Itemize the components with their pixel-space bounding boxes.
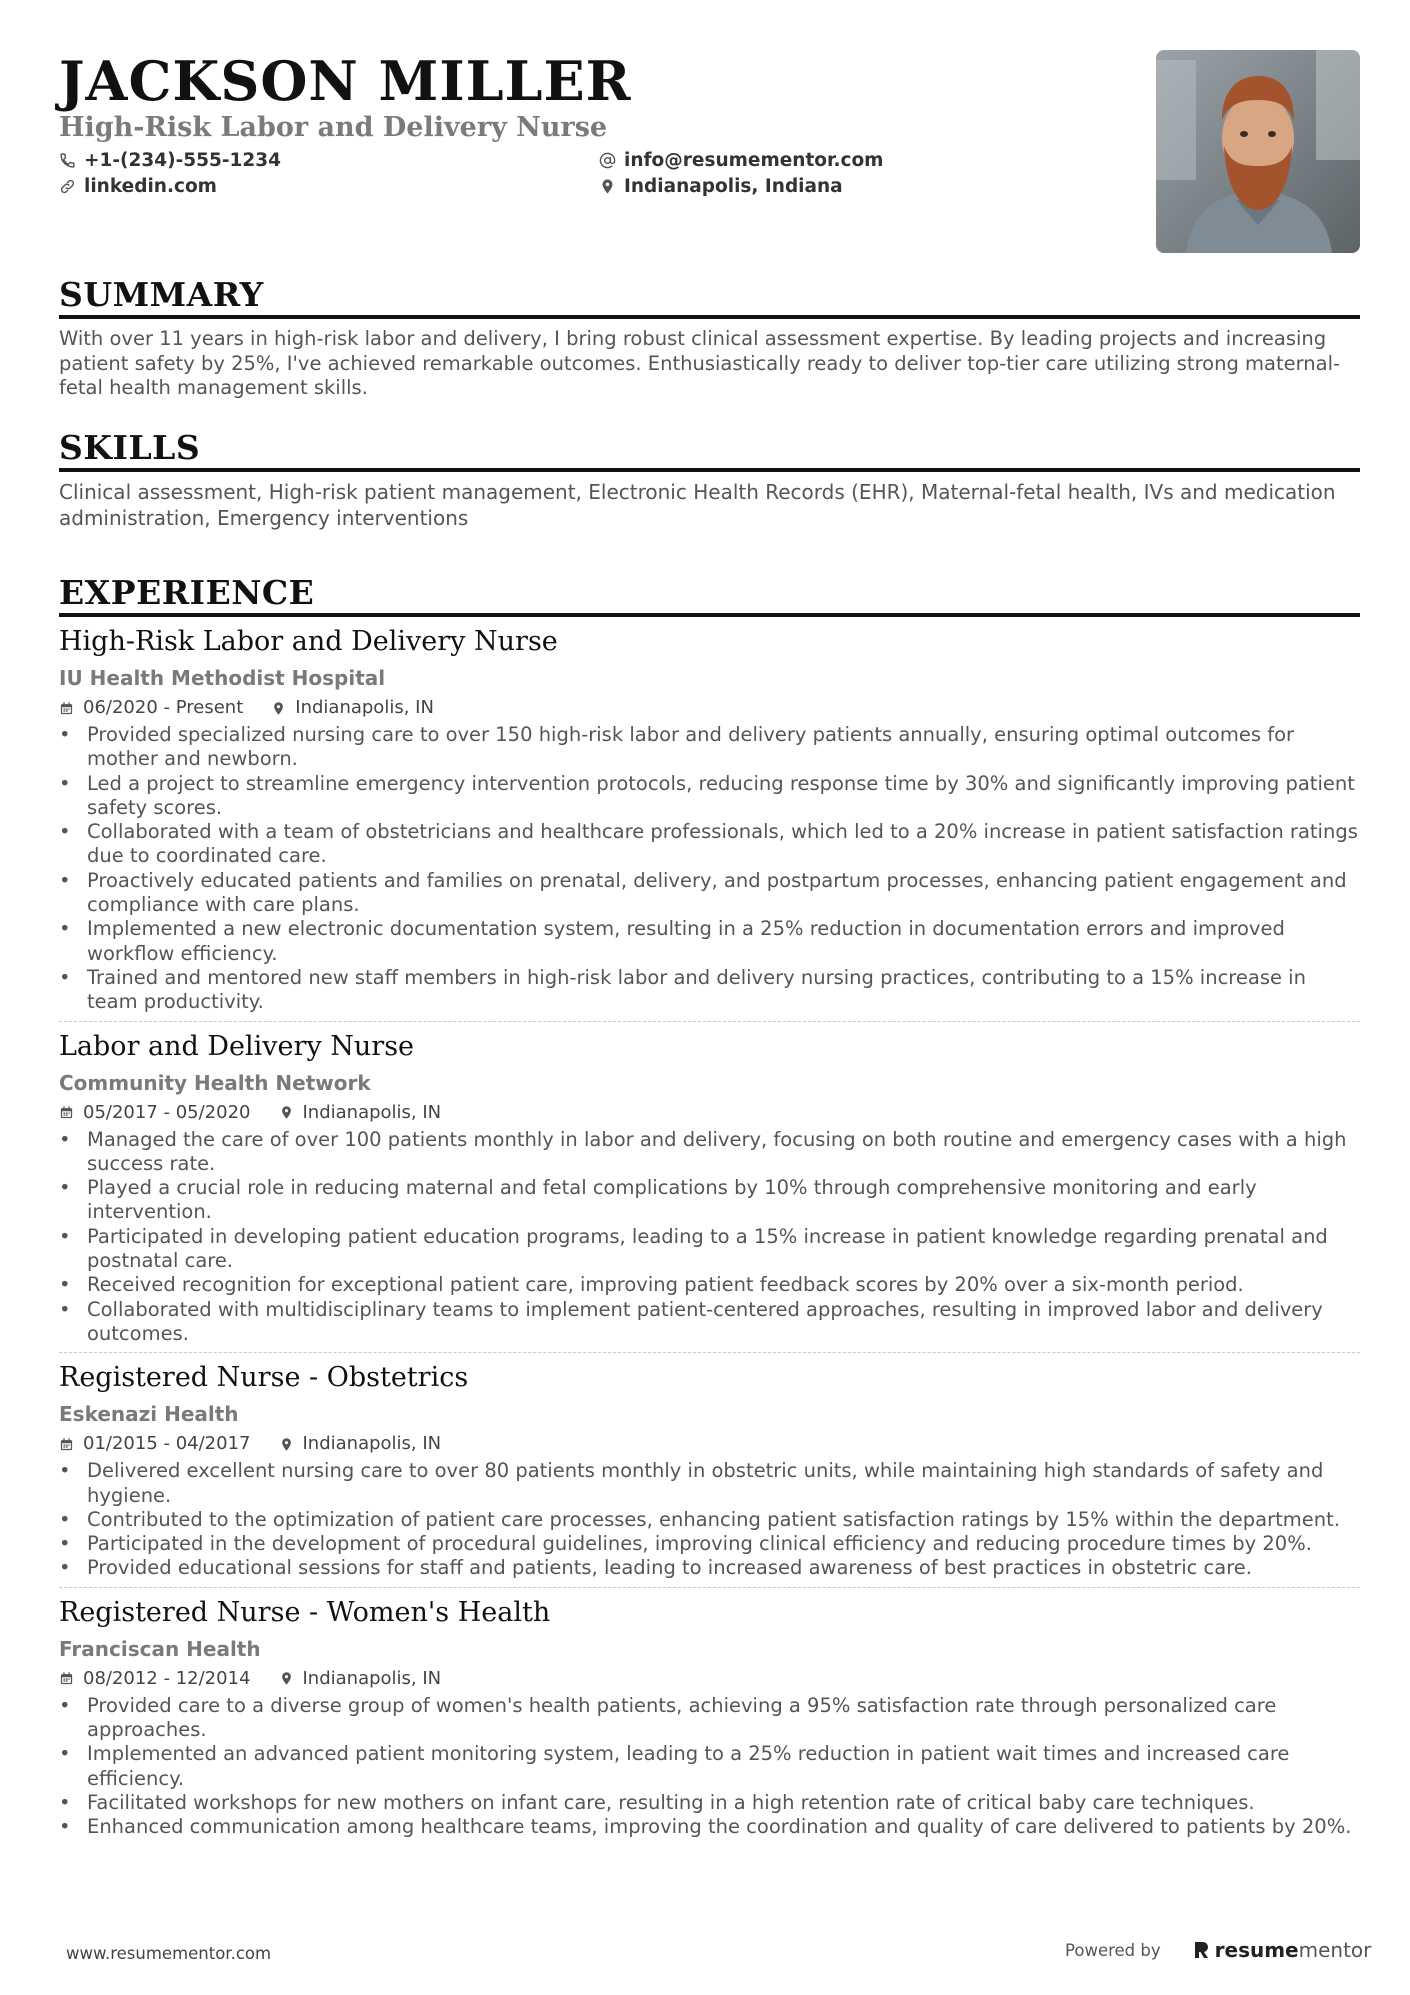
calendar-icon [59, 1671, 74, 1686]
list-item: • Implemented an advanced patient monitoring system, leading to a 25% reduction in patient wait times and increased care efficiency. [59, 1742, 1360, 1791]
job-location [279, 1666, 442, 1692]
job-entry [59, 1596, 1360, 1840]
job-location [271, 695, 434, 721]
list-item: • Played a crucial role in reducing maternal and fetal complications by 10% through comprehensive monitoring and early intervention. [59, 1176, 1360, 1225]
list-item: • Provided specialized nursing care to over 150 high-risk labor and delivery patients annually, ensuring optimal outcomes for mother and newborn. [59, 723, 1360, 772]
skills-text: Clinical assessment, High-risk patient management, Electronic Health Records (EHR), Maternal-fetal health, IVs and medication administration, Emergency interventions [59, 480, 1336, 530]
list-item: • Collaborated with multidisciplinary teams to implement patient-centered approaches, resulting in improved labor and delivery outcomes. [59, 1298, 1360, 1347]
location-pin-icon [279, 1437, 294, 1452]
list-item: • Received recognition for exceptional patient care, improving patient feedback scores by 20% over a six-month period. [59, 1273, 1360, 1297]
company-name: IU Health Methodist Hospital [59, 666, 386, 690]
job-location-text: Indianapolis, IN [302, 1433, 442, 1455]
job-bullets [59, 1694, 1360, 1840]
company-name: Franciscan Health [59, 1636, 261, 1661]
list-item: • Led a project to streamline emergency intervention protocols, reducing response time by 30% and significantly improving patient safety scores. [59, 772, 1360, 821]
summary-heading: SUMMARY [59, 276, 1360, 319]
location-pin-icon [271, 701, 286, 716]
job-title: Labor and Delivery Nurse [59, 1030, 415, 1062]
job-location-text: Indianapolis, IN [302, 1667, 442, 1689]
job-dates-text: 06/2020 - Present [83, 697, 244, 718]
job-location [279, 1431, 442, 1457]
list-item: • Delivered excellent nursing care to over 80 patients monthly in obstetric units, while maintaining high standards of safety and hygiene. [59, 1459, 1360, 1508]
job-dates-text: 05/2017 - 05/2020 [83, 1101, 251, 1123]
job-title: High-Risk Labor and Delivery Nurse [59, 626, 558, 657]
job-divider [59, 1021, 1360, 1022]
job-meta [59, 1100, 1360, 1126]
contact-linkedin[interactable] [59, 176, 217, 197]
job-divider [59, 1587, 1360, 1588]
job-list [59, 625, 1360, 1840]
location-pin-icon [279, 1105, 294, 1120]
list-item: • Facilitated workshops for new mothers on infant care, resulting in a high retention rate of critical baby care techniques. [59, 1791, 1360, 1815]
location-pin-icon [599, 178, 616, 195]
contact-location [599, 176, 843, 197]
job-dates [59, 1100, 251, 1126]
footer-website[interactable]: www.resumementor.com [66, 1944, 272, 1963]
job-title: Registered Nurse - Obstetrics [59, 1362, 469, 1394]
job-divider [59, 1352, 1360, 1353]
candidate-title: High-Risk Labor and Delivery Nurse [59, 112, 608, 143]
brand-bold: resume [1214, 1938, 1299, 1962]
profile-photo [1156, 50, 1360, 253]
location-text: Indianapolis, Indiana [624, 176, 843, 197]
candidate-name: JACKSON MILLER [59, 49, 632, 113]
list-item: • Participated in developing patient education programs, leading to a 15% increase in patient knowledge regarding prenatal and postnatal care. [59, 1225, 1360, 1274]
at-icon [599, 152, 616, 169]
job-bullets [59, 723, 1360, 1015]
contact-phone [59, 150, 281, 171]
skills-section [59, 429, 1360, 531]
profile-photo-image [1156, 50, 1360, 253]
footer-branding [1065, 1938, 1371, 1962]
experience-section [59, 574, 1360, 1840]
job-dates-text: 08/2012 - 12/2014 [83, 1667, 251, 1689]
powered-by-label: Powered by [1065, 1940, 1161, 1960]
contact-email[interactable] [599, 150, 883, 171]
list-item: • Provided educational sessions for staff and patients, leading to increased awareness of best practices in obstetric care. [59, 1556, 1360, 1580]
job-meta [59, 1666, 1360, 1692]
job-dates [59, 1666, 251, 1692]
list-item: • Provided care to a diverse group of women's health patients, achieving a 95% satisfaction rate through personalized care approaches. [59, 1694, 1360, 1743]
list-item: • Trained and mentored new staff members in high-risk labor and delivery nursing practices, contributing to a 15% increase in team productivity. [59, 966, 1360, 1015]
resumementor-logo-icon [1193, 1940, 1209, 1960]
job-location-text: Indianapolis, IN [295, 697, 434, 718]
job-bullets [59, 1128, 1360, 1347]
calendar-icon [59, 701, 74, 716]
job-dates-text: 01/2015 - 04/2017 [83, 1433, 251, 1455]
company-name: Eskenazi Health [59, 1402, 239, 1427]
phone-icon [59, 152, 76, 169]
list-item: • Enhanced communication among healthcare teams, improving the coordination and quality of care delivered to patients by 20%. [59, 1815, 1360, 1839]
list-item: • Managed the care of over 100 patients monthly in labor and delivery, focusing on both routine and emergency cases with a high success rate. [59, 1128, 1360, 1177]
brand-logo[interactable] [1193, 1938, 1372, 1962]
list-item: • Implemented a new electronic documentation system, resulting in a 25% reduction in documentation errors and improved workflow efficiency. [59, 917, 1360, 966]
summary-text: With over 11 years in high-risk labor and delivery, I bring robust clinical assessment expertise. By leading projects and increasing patient safety by 25%, I've achieved remarkable outcomes. Enthusiastically ready to deliver top-tier care utilizing strong maternal-fetal health management skills. [59, 327, 1341, 399]
job-dates [59, 1431, 251, 1457]
location-pin-icon [279, 1671, 294, 1686]
company-name: Community Health Network [59, 1070, 371, 1095]
linkedin-text[interactable]: linkedin.com [84, 176, 217, 197]
job-location [279, 1100, 442, 1126]
list-item: • Proactively educated patients and families on prenatal, delivery, and postpartum processes, enhancing patient engagement and compliance with care plans. [59, 869, 1360, 918]
list-item: • Contributed to the optimization of patient care processes, enhancing patient satisfaction ratings by 15% within the department. [59, 1508, 1360, 1532]
phone-text: +1-(234)-555-1234 [84, 150, 282, 171]
brand-light: mentor [1298, 1938, 1372, 1962]
job-entry [59, 625, 1360, 1022]
experience-heading: EXPERIENCE [59, 574, 1360, 617]
job-entry [59, 1030, 1360, 1354]
job-location-text: Indianapolis, IN [302, 1101, 442, 1123]
link-icon [59, 178, 76, 195]
skills-heading: SKILLS [59, 429, 1360, 472]
job-meta [59, 1431, 1360, 1457]
contact-info [59, 150, 1059, 204]
job-entry [59, 1361, 1360, 1587]
job-meta [59, 695, 1360, 721]
job-bullets [59, 1459, 1360, 1580]
calendar-icon [59, 1437, 74, 1452]
calendar-icon [59, 1105, 74, 1120]
job-title: Registered Nurse - Women's Health [59, 1596, 551, 1628]
email-text[interactable]: info@resumementor.com [624, 150, 884, 171]
list-item: • Participated in the development of procedural guidelines, improving clinical efficiency and reducing procedure times by 20%. [59, 1532, 1360, 1556]
summary-section [59, 276, 1360, 401]
list-item: • Collaborated with a team of obstetricians and healthcare professionals, which led to a 20% increase in patient satisfaction ratings due to coordinated care. [59, 820, 1360, 869]
job-dates [59, 695, 243, 721]
